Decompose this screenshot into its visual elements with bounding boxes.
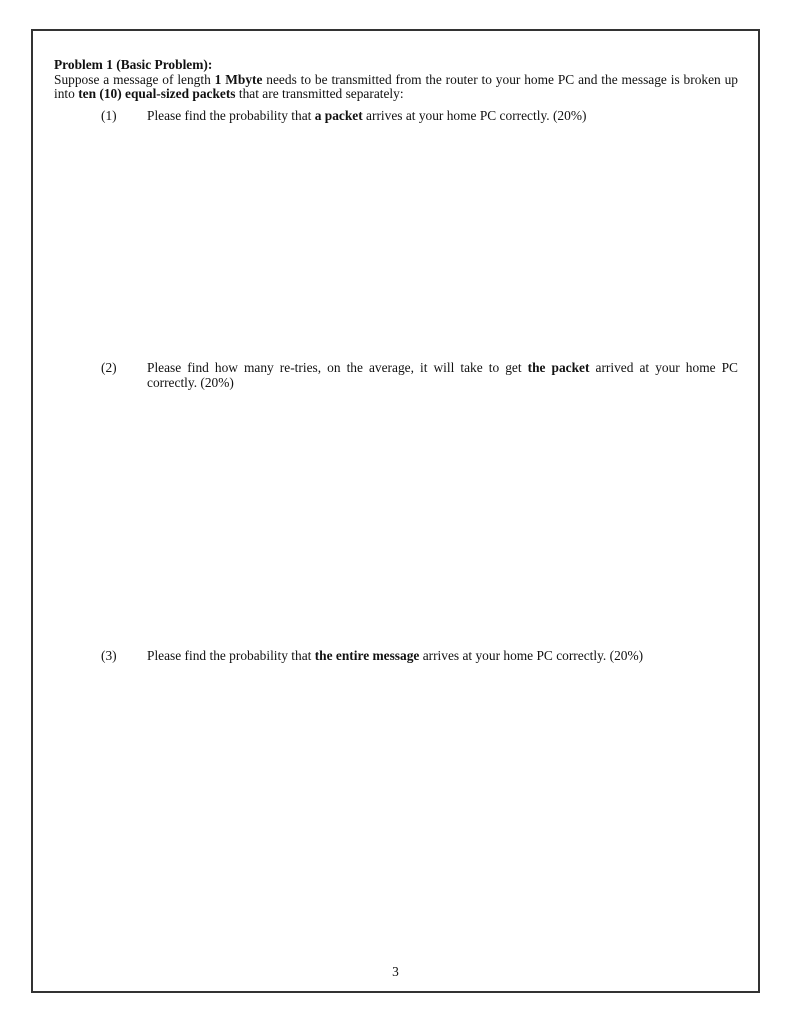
question-item-1 <box>54 109 738 124</box>
page-number: 3 <box>392 964 399 979</box>
question-text: Please find the probability that a packet arrives at your home PC correctly. (20%) <box>147 108 587 123</box>
problem-intro: Suppose a message of length 1 Mbyte needs to be transmitted from the router to your home PC and the message is broken up into ten (10) equal-sized packets that are transmitted separately: <box>54 71 738 101</box>
question-number: (3) <box>101 648 117 663</box>
problem-header <box>54 58 738 102</box>
question-item-3 <box>54 649 738 664</box>
question-number: (2) <box>101 360 117 375</box>
question-text: Please find how many re-tries, on the average, it will take to get the packet arrived at your home PC correctly. (20%) <box>147 360 738 390</box>
problem-title: Problem 1 (Basic Problem): <box>54 57 213 72</box>
question-text: Please find the probability that the entire message arrives at your home PC correctly. (20%) <box>147 648 644 663</box>
question-item-2 <box>54 361 738 390</box>
question-number: (1) <box>101 108 117 123</box>
page-border <box>31 29 760 993</box>
